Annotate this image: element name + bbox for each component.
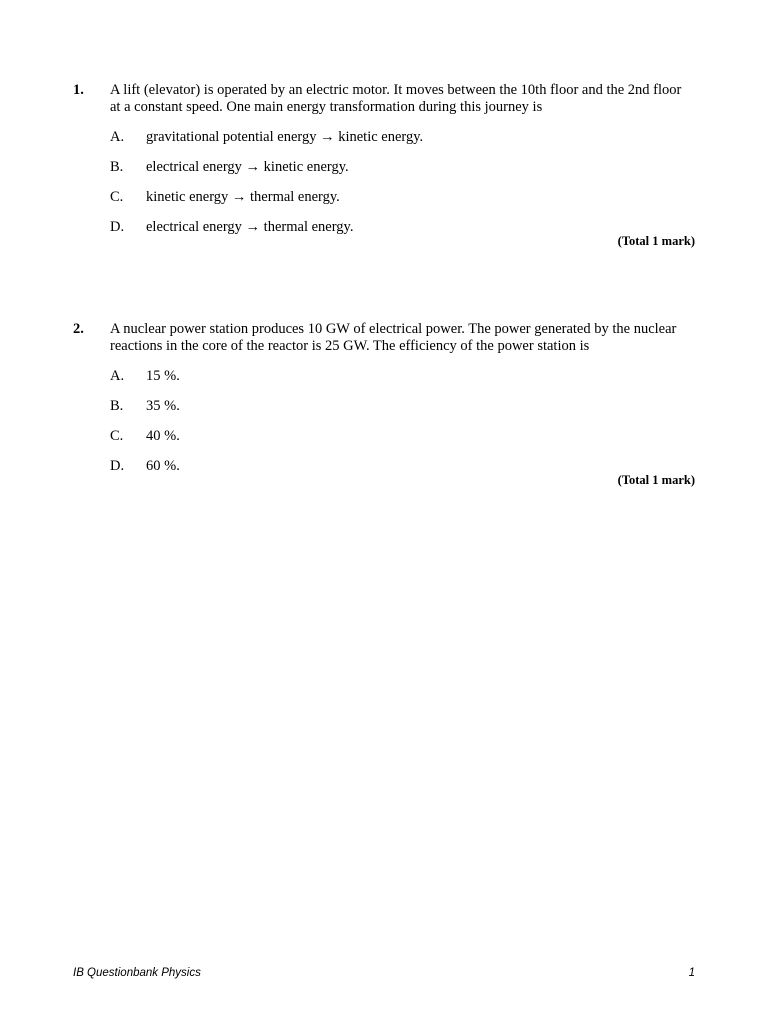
total-marks: (Total 1 mark) bbox=[617, 473, 695, 487]
option-text: gravitational potential energy → kinetic energy. bbox=[146, 129, 424, 145]
question-text: A nuclear power station produces 10 GW of electrical power. The power generated by the nuclear reactions in the core of the reactor is 25 GW. The efficiency of the power station is bbox=[110, 321, 677, 354]
option-text: 40 %. bbox=[146, 428, 180, 444]
page-number: 1 bbox=[688, 967, 695, 979]
option-a bbox=[73, 129, 695, 159]
question-2 bbox=[73, 321, 695, 487]
option-b bbox=[73, 398, 695, 428]
option-letter: B. bbox=[110, 398, 124, 414]
option-b bbox=[73, 159, 695, 189]
option-letter: B. bbox=[110, 159, 124, 175]
option-text: electrical energy → kinetic energy. bbox=[146, 159, 349, 175]
option-text: 15 %. bbox=[146, 368, 180, 384]
footer-title: IB Questionbank Physics bbox=[73, 967, 201, 979]
question-number: 1. bbox=[73, 82, 84, 98]
option-text: 60 %. bbox=[146, 458, 180, 474]
option-c bbox=[73, 189, 695, 219]
option-letter: C. bbox=[110, 189, 124, 205]
option-text: electrical energy → thermal energy. bbox=[146, 219, 354, 235]
answer-options bbox=[73, 368, 695, 488]
question-text: A lift (elevator) is operated by an electric motor. It moves between the 10th floor and the 2nd floor at a constant speed. One main energy transformation during this journey is bbox=[110, 82, 682, 115]
option-letter: A. bbox=[110, 368, 125, 384]
option-a bbox=[73, 368, 695, 398]
option-text: 35 %. bbox=[146, 398, 180, 414]
option-letter: D. bbox=[110, 219, 125, 235]
question-stem bbox=[73, 82, 695, 116]
total-marks: (Total 1 mark) bbox=[617, 234, 695, 248]
option-letter: C. bbox=[110, 428, 124, 444]
question-1 bbox=[73, 82, 695, 248]
option-letter: A. bbox=[110, 129, 125, 145]
question-number: 2. bbox=[73, 321, 84, 337]
option-c bbox=[73, 428, 695, 458]
option-letter: D. bbox=[110, 458, 125, 474]
question-stem bbox=[73, 321, 695, 355]
answer-options bbox=[73, 129, 695, 249]
option-text: kinetic energy → thermal energy. bbox=[146, 189, 340, 205]
